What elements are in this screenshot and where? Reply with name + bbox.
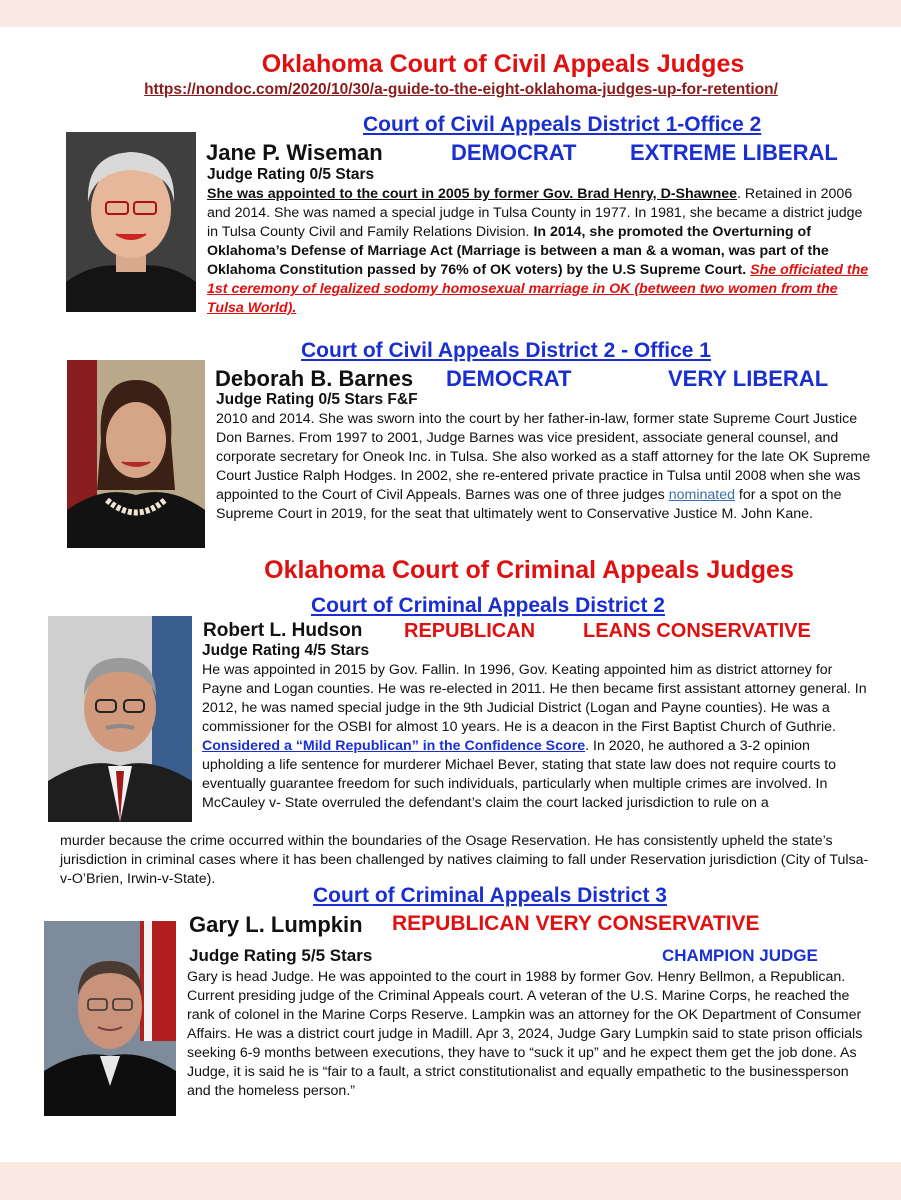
- judge-name-hudson: Robert L. Hudson: [203, 620, 363, 641]
- nominated-link[interactable]: nominated: [668, 487, 735, 503]
- civil-appeals-title: Oklahoma Court of Civil Appeals Judges: [261, 50, 745, 78]
- judge-name-barnes: Deborah B. Barnes: [215, 366, 414, 391]
- leaning-barnes: VERY LIBERAL: [668, 366, 829, 391]
- rating-wiseman: Judge Rating 0/5 Stars: [207, 166, 375, 183]
- district-criminal-3: Court of Criminal Appeals District 3: [313, 884, 667, 907]
- gary-lumpkin-photo: [44, 921, 176, 1116]
- leaning-wiseman: EXTREME LIBERAL: [630, 140, 838, 165]
- bio-hudson-text-mid: . In 2020, he authored a 3-2 opinion upholding a life sentence for murderer Michael Bever, stating that state law does not require courts to eventually guarantee freedom for such individuals, particularly when multiple crimes are involved. In McCauley v- State overruled the defendant’s claim the court lacked jurisdiction to rule on a: [202, 738, 837, 811]
- rating-lumpkin: Judge Rating 5/5 Stars: [189, 946, 373, 965]
- criminal-appeals-title: Oklahoma Court of Criminal Appeals Judges: [264, 556, 794, 584]
- district-criminal-2: Court of Criminal Appeals District 2: [311, 594, 665, 617]
- bio-barnes-text-end: for a spot on the Supreme Court in 2019, for the seat that ultimately went to Conservative Justice M. John Kane.: [216, 487, 842, 522]
- judge-name-wiseman: Jane P. Wiseman: [206, 140, 383, 165]
- bio-wiseman-career: . Retained in 2006 and 2014. She was named a special judge in Tulsa County in 1977. In 1981, she became a district judge in Tulsa County Civil and Family Relations Division.: [207, 186, 863, 240]
- rating-hudson: Judge Rating 4/5 Stars: [202, 642, 370, 659]
- party-hudson: REPUBLICAN: [404, 620, 536, 642]
- judge-name-lumpkin: Gary L. Lumpkin: [189, 912, 363, 937]
- bio-lumpkin: Gary is head Judge. He was appointed to the court in 1988 by former Gov. Henry Bellmon, a Republican. Current presiding judge of the Criminal Appeals court. A veteran of the U.S. Marine Corps, he reached the rank of colonel in the Marine Corps Reserve. Lampkin was an attorney for the OK Department of Consumer Affairs. He was a district court judge in Madill. Apr 3, 2024, Judge Gary Lumpkin said to state prison officials seeking 6-9 months between executions, they have to “suck it up” and he expect them get the job done. As Judge, it is said he is “fair to a fault, a strict constitutionalist and equally empathetic to the businessperson and the homeless person.”: [187, 969, 863, 1099]
- bio-barnes-text: 2010 and 2014. She was sworn into the court by her father-in-law, former state Supreme Court Justice Don Barnes. From 1997 to 2001, Judge Barnes was vice president, associate general counsel, and corporate secretary for Oneok Inc. in Tulsa. She also worked as a staff attorney for the late OK Supreme Court Justice Ralph Hodges. In 2002, she re-entered private practice in Tulsa until 2008 when she was appointed to the Court of Civil Appeals. Barnes was one of three judges: [216, 411, 871, 503]
- bio-hudson-continued: murder because the crime occurred within the boundaries of the Osage Reservation. He has consistently upheld the state’s jurisdiction in criminal cases where it has been challenged by natives claiming to fall under Reservation jurisdiction (City of Tulsa-v-O’Brien, Irwin-v-State).: [60, 833, 869, 887]
- bio-wiseman: [207, 185, 873, 318]
- leaning-hudson: LEANS CONSERVATIVE: [583, 620, 811, 642]
- party-lumpkin: REPUBLICAN VERY CONSERVATIVE: [392, 912, 760, 935]
- bio-wiseman-doma: In 2014, she promoted the Overturning of Oklahoma’s Defense of Marriage Act (Marriage is between a man & a woman, was part of the Oklahoma Constitution passed by 76% of OK voters) by the U.S Supreme Court.: [207, 224, 829, 278]
- rating-barnes: Judge Rating 0/5 Stars F&F: [216, 391, 418, 408]
- champion-judge-badge: CHAMPION JUDGE: [662, 946, 818, 965]
- party-barnes: DEMOCRAT: [446, 366, 572, 391]
- bio-barnes: [216, 410, 880, 524]
- district-civil-1-office-2: Court of Civil Appeals District 1-Office 2: [363, 113, 762, 136]
- confidence-score-link[interactable]: Considered a “Mild Republican” in the Confidence Score: [202, 738, 586, 754]
- deborah-barnes-photo: [67, 360, 205, 548]
- source-url-link[interactable]: https://nondoc.com/2020/10/30/a-guide-to-the-eight-oklahoma-judges-up-for-retention/: [144, 81, 778, 98]
- jane-wiseman-photo: [66, 132, 196, 312]
- bio-wiseman-ceremony: She officiated the 1st ceremony of legalized sodomy homosexual marriage in OK (between two women from the Tulsa World).: [207, 262, 869, 316]
- bio-wiseman-appointment: She was appointed to the court in 2005 by former Gov. Brad Henry, D-Shawnee: [207, 186, 738, 202]
- district-civil-2-office-1: Court of Civil Appeals District 2 - Office 1: [301, 339, 711, 362]
- bio-hudson-text: He was appointed in 2015 by Gov. Fallin. In 1996, Gov. Keating appointed him as district attorney for Payne and Logan counties. He was re-elected in 2011. He then became first assistant attorney general. In 2012, he was named special judge in the 9th Judicial District (Logan and Payne counties). He was a commissioner for the OSBI for almost 10 years. He is a deacon in the First Baptist Church of Guthrie.: [202, 662, 867, 735]
- bio-hudson: [202, 661, 874, 813]
- party-wiseman: DEMOCRAT: [451, 140, 577, 165]
- robert-hudson-photo: [48, 616, 192, 822]
